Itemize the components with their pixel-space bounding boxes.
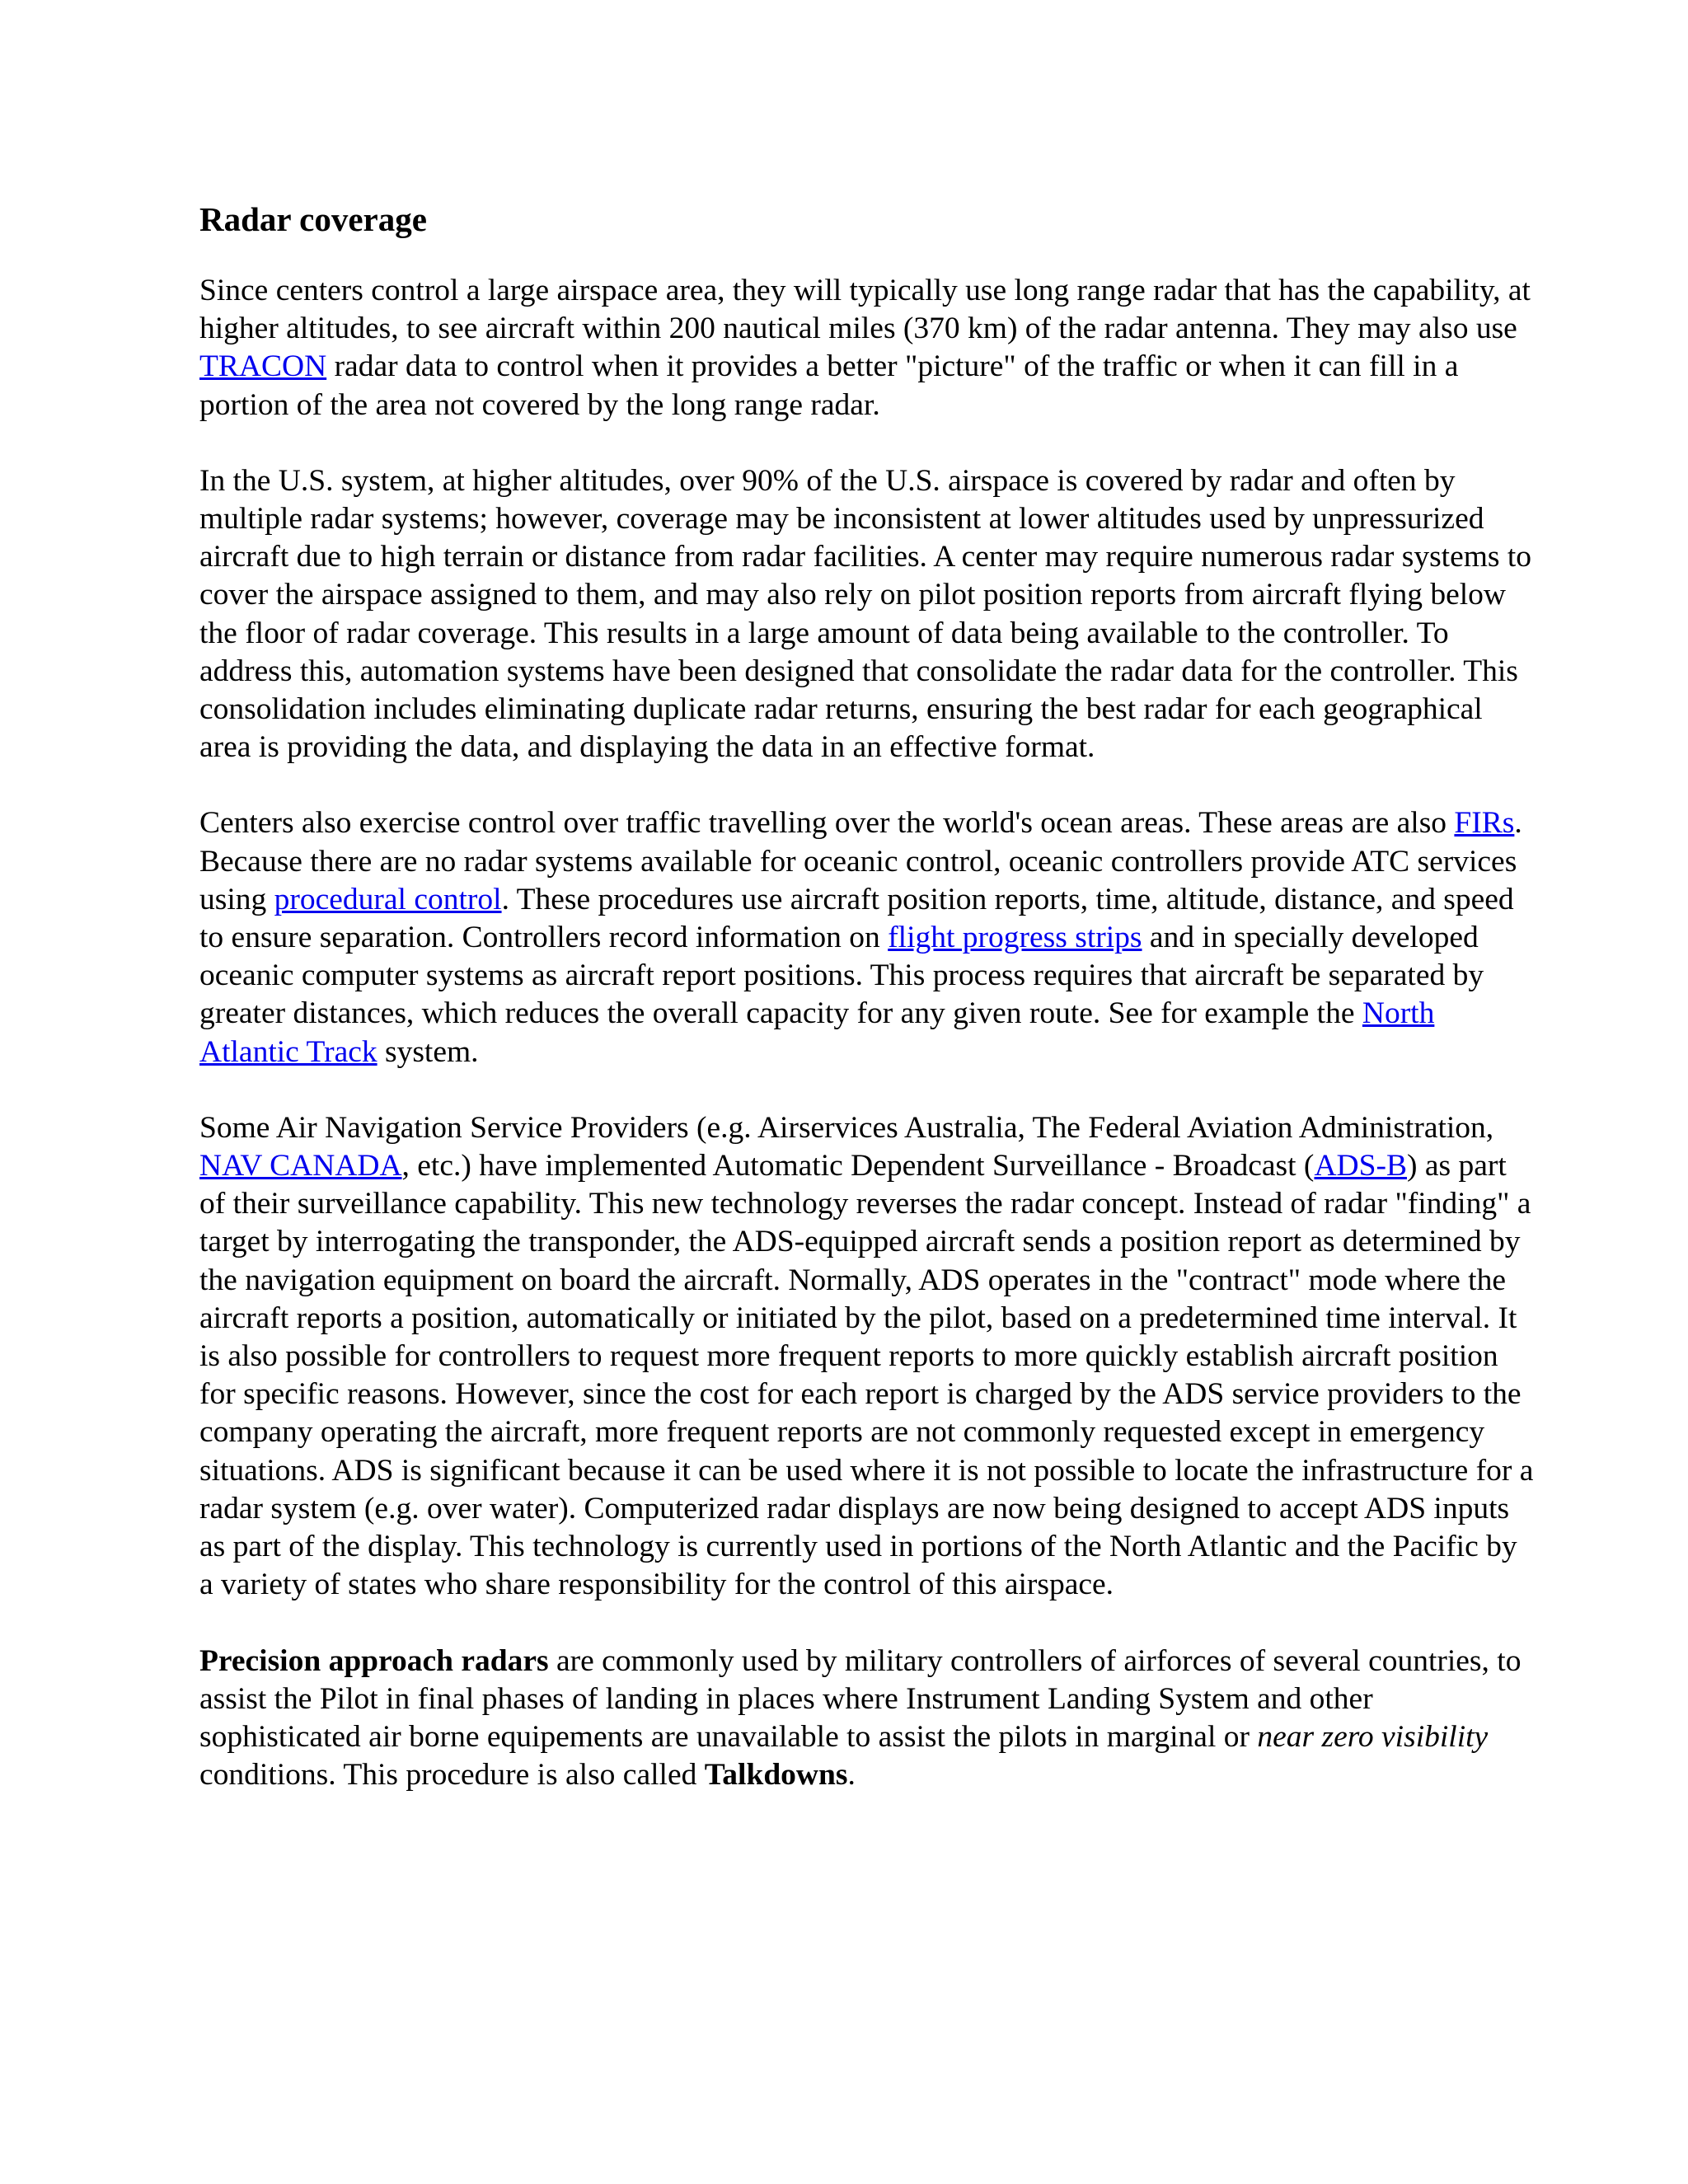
text-run: conditions. This procedure is also called bbox=[199, 1758, 705, 1793]
link-procedural-control[interactable]: procedural control bbox=[274, 882, 502, 916]
paragraph-precision-approach bbox=[199, 1643, 1535, 1795]
text-run: Some Air Navigation Service Providers (e.g. Airservices Australia, The Federal Aviation Administration, bbox=[199, 1110, 1494, 1145]
paragraph-ads-b bbox=[199, 1109, 1535, 1605]
link-tracon[interactable]: TRACON bbox=[199, 349, 327, 384]
text-run: ) as part of their surveillance capability. This new technology reverses the radar concept. Instead of radar "finding" a target by interrogating the transponder, the ADS-equipped aircraft sends a position report as determined by the navigation equipment on board the aircraft. Normally, ADS operates in the "contract" mode where the aircraft reports a position, automatically or initiated by the pilot, based on a predetermined time interval. It is also possible for controllers to request more frequent reports to more quickly establish aircraft position for specific reasons. However, since the cost for each report is charged by the ADS service providers to the company operating the aircraft, more frequent reports are not commonly requested except in emergency situations. ADS is significant because it can be used where it is not possible to locate the infrastructure for a radar system (e.g. over water). Computerized radar displays are now being designed to accept ADS inputs as part of the display. This technology is currently used in portions of the North Atlantic and the Pacific by a variety of states who share responsibility for the control of this airspace. bbox=[199, 1149, 1534, 1602]
bold-term: Precision approach radars bbox=[199, 1643, 549, 1678]
paragraph-us-system: In the U.S. system, at higher altitudes, over 90% of the U.S. airspace is covered by radar and often by multiple radar systems; however, coverage may be inconsistent at lower altitudes used by unpressurized aircraft due to high terrain or distance from radar facilities. A center may require numerous radar systems to cover the airspace assigned to them, and may also rely on pilot position reports from aircraft flying below the floor of radar coverage. This results in a large amount of data being available to the controller. To address this, automation systems have been designed that consolidate the radar data for the controller. This consolidation includes eliminating duplicate radar returns, ensuring the best radar for each geographical area is providing the data, and displaying the data in an effective format. bbox=[199, 463, 1532, 765]
text-run: system. bbox=[377, 1034, 479, 1069]
text-run: , etc.) have implemented Automatic Dependent Surveillance - Broadcast ( bbox=[401, 1149, 1315, 1183]
bold-term: Talkdowns bbox=[704, 1758, 848, 1793]
link-north-atlantic-track[interactable]: North Atlantic Track bbox=[199, 996, 1435, 1069]
text-run: Since centers control a large airspace area, they will typically use long range radar that has the capability, at higher altitudes, to see aircraft within 200 nautical miles (370 km) of the radar antenna. They may also use bbox=[199, 274, 1531, 346]
italic-term: near zero visibility bbox=[1257, 1719, 1489, 1754]
link-ads-b[interactable]: ADS-B bbox=[1314, 1149, 1407, 1183]
section-heading: Radar coverage bbox=[199, 200, 427, 238]
text-run: are commonly used by military controllers of airforces of several countries, to assist the Pilot in final phases of landing in places where Instrument Landing System and other sophisticated air borne equipements are unavailable to assist the pilots in marginal or bbox=[199, 1643, 1522, 1754]
link-flight-progress-strips[interactable]: flight progress strips bbox=[888, 921, 1142, 955]
text-run: . Because there are no radar systems available for oceanic control, oceanic controllers provide ATC services using bbox=[199, 806, 1522, 916]
paragraph-radar-range bbox=[199, 272, 1535, 424]
text-run: radar data to control when it provides a better "picture" of the traffic or when it can fill in a portion of the area not covered by the long range radar. bbox=[199, 349, 1459, 422]
text-run: Centers also exercise control over traffic travelling over the world's ocean areas. These areas are also bbox=[199, 806, 1455, 841]
link-firs[interactable]: FIRs bbox=[1454, 806, 1515, 841]
text-run: . bbox=[847, 1758, 856, 1793]
text-run: . These procedures use aircraft position reports, time, altitude, distance, and speed to ensure separation. Controllers record information on bbox=[199, 882, 1514, 955]
text-run: and in specially developed oceanic computer systems as aircraft report positions. This process requires that aircraft be separated by greater distances, which reduces the overall capacity for any given route. See for example the bbox=[199, 921, 1484, 1031]
link-nav-canada[interactable]: NAV CANADA bbox=[199, 1149, 402, 1183]
paragraph-oceanic-control bbox=[199, 804, 1535, 1071]
